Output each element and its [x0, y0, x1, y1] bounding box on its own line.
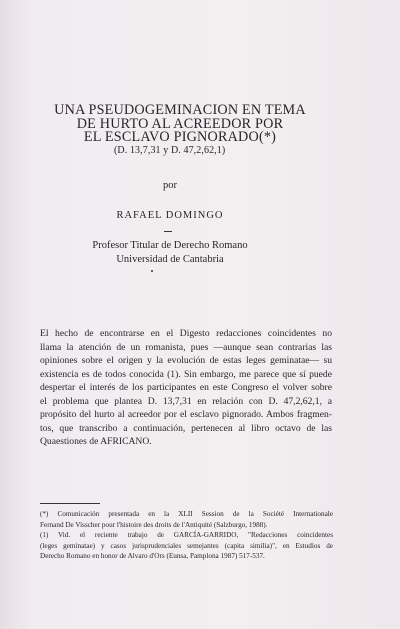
body-line: el problema que plantea D. 13,7,31 en relación con D. 47,2,62,1, a: [40, 395, 332, 407]
footnote-line: Derecho Romano en honor de Alvaro d'Ors (Eunsa, Pamplona 1987) 517-537.: [40, 552, 265, 561]
body-line: El hecho de encontrarse en el Digesto redacciones coincidentes no: [40, 328, 332, 339]
body-line: llama la atención de un romanista, pues —aunque sean contrarias las: [40, 341, 332, 353]
title-line: UNA PSEUDOGEMINACION EN TEMA: [54, 102, 306, 118]
body-line: tos, que transcribo a continuación, pertenecen al libro octavo de las: [40, 422, 332, 434]
by-label: por: [163, 180, 177, 191]
footnote-line: Fernand De Visscher pour l'histoire des droits de l'Antiquité (Salzburgo, 1988).: [40, 520, 268, 529]
affiliation-line: Profesor Titular de Derecho Romano: [92, 240, 248, 251]
affiliation-line: Universidad de Cantabria: [116, 254, 224, 265]
author-divider: [164, 231, 172, 232]
title-line: DE HURTO AL ACREEDOR POR: [76, 115, 284, 132]
title-line: EL ESCLAVO PIGNORADO(*): [83, 129, 277, 145]
separator-dot: [151, 270, 153, 272]
digest-reference: (D. 13,7,31 y D. 47,2,62,1): [114, 145, 226, 156]
footnote-line: (*) Comunicación presentada en la XLII Session de la Société Internationale: [40, 510, 333, 518]
body-paragraph: [40, 327, 332, 449]
author-name: RAFAEL DOMINGO: [116, 210, 224, 221]
article-title: [30, 104, 330, 145]
footnotes: [40, 509, 333, 562]
body-line: despertar el interés de los participantes en este Congreso el volver sobre: [40, 382, 332, 393]
footnote-line: (leges geminatae) y casos jurisprudenciales semejantes (capita similia)", en Estudios de: [40, 541, 333, 550]
footnote-line: (1) Vid. el reciente trabajo de GARCÍA-GARRIDO, "Redacciones coincidentes: [40, 531, 333, 540]
body-line: propósito del hurto al acreedor por el esclavo pignorado. Ambos fragmen-: [40, 409, 332, 420]
body-line: opiniones sobre el origen y la evolución de estas leges geminatae— su: [40, 355, 332, 366]
body-line: Quaestiones de AFRICANO.: [40, 436, 152, 447]
body-line: existencia es de todos conocida (1). Sin embargo, me parece que sí puede: [40, 368, 332, 380]
author-affiliation: [0, 239, 340, 267]
footnote-rule: [40, 503, 100, 504]
